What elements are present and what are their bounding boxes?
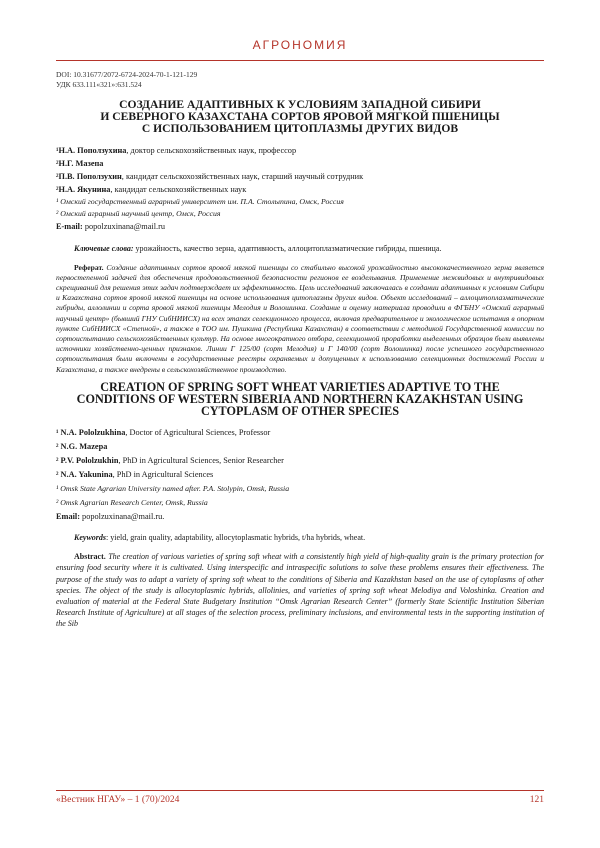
affiliation-en: ² Omsk Agrarian Research Center, Omsk, Russia	[56, 497, 208, 507]
title-en-line: CREATION OF SPRING SOFT WHEAT VARIETIES ADAPTIVE TO THE	[100, 379, 500, 394]
affiliation-ru: ¹ Омский государственный аграрный университет им. П.А. Столыпина, Омск, Россия	[56, 197, 344, 206]
keywords-text: урожайность, качество зерна, адаптивность, аллоцитоплазматические гибриды, пшеница.	[133, 244, 442, 253]
keywords-ru	[56, 244, 544, 255]
title-ru-line: И СЕВЕРНОГО КАЗАХСТАНА СОРТОВ ЯРОВОЙ МЯГКОЙ ПШЕНИЦЫ	[100, 110, 500, 123]
email-link[interactable]: popolzuxinana@mail.ru.	[82, 511, 165, 521]
page-header	[0, 28, 600, 62]
section-label: АГРОНОМИЯ	[252, 38, 348, 52]
author-desc: , PhD in Agricultural Sciences, Senior Researcher	[118, 455, 284, 465]
page-number: 121	[529, 795, 544, 805]
author-desc: , кандидат сельскохозяйственных наук	[110, 185, 247, 194]
abstract-label: Реферат.	[74, 262, 104, 272]
abstract-label: Abstract.	[74, 552, 106, 562]
author-name: ²Н.Г. Мазепа	[56, 159, 104, 168]
affiliation-en: ¹ Omsk State Agrarian University named after. P.A. Stolypin, Omsk, Russia	[56, 483, 290, 493]
title-en-line: CONDITIONS OF WESTERN SIBERIA AND NORTHERN KAZAKHSTAN USING	[76, 392, 524, 407]
article-content	[56, 70, 544, 630]
author-ru	[56, 157, 544, 170]
title-ru	[56, 99, 544, 135]
author-ru	[56, 170, 544, 183]
author-ru	[56, 183, 544, 196]
abstract-text: Создание адаптивных сортов яровой мягкой пшеницы со стабильно высокой урожайностью высококачественного зерна является первостепенной задачей для обеспечения продовольственной безопасности регионов ее возделывания. Применение межвидовых и внутривидовых скрещиваний для решения этих задач подтверждает их эффективность. Цель исследований заключалась в создании адаптивных к условиям Сибири и Казахстана сортов яровой мягкой пшеницы на основе использования цитоплазмы других видов. Объект исследований – аллоцитоплазматические гибриды, аллолинии и сорта яровой мягкой пшеницы Мелодия и Волошинка. Создание и оценку материала проводили в ФГБНУ «Омский аграрный научный центр» (бывший ГНУ СибНИИСХ) на всех этапах селекционного процесса, включая предварительное и экологическое испытания в опорном пункте СибНИИСХ «Степной», а также в ТОО им. Пушкина (Республика Казахстан) в соответствии с методикой Государственной комиссии по сортоиспытанию сельскохозяйственных культур. На основе многократного отбора, селекционной проработки выделенных образцов были выявлены источники хозяйственно-ценных признаков. Линии Г 125/00 (сорт Мелодия) и Г 140/00 (сорт Волошинка) после успешного государственного сортоиспытания были включены в государственные реестры охраняемых и допущенных к использованию селекционных достижений России и Казахстана, а также внедрены в сельскохозяйственное производство.	[56, 262, 544, 374]
article-meta	[56, 70, 544, 90]
email-ru	[56, 220, 544, 233]
author-desc: , кандидат сельскохозяйственных наук, старший научный сотрудник	[121, 172, 364, 181]
email-link[interactable]: popolzuxinana@mail.ru	[84, 222, 166, 231]
author-en	[56, 454, 544, 468]
page-footer	[56, 790, 544, 806]
author-name: ² N.A. Yakunina	[56, 469, 113, 479]
abstract-en	[56, 551, 544, 629]
footer-rule	[56, 790, 544, 791]
affiliation-ru: ² Омский аграрный научный центр, Омск, Россия	[56, 209, 221, 218]
title-en-line: CYTOPLASM OF OTHER SPECIES	[200, 404, 400, 419]
author-name: ² P.V. Pololzukhin	[56, 455, 119, 465]
author-name: ²Н.А. Якунина	[56, 185, 111, 194]
keywords-label: Keywords	[74, 532, 106, 542]
title-ru-line: С ИСПОЛЬЗОВАНИЕМ ЦИТОПЛАЗМЫ ДРУГИХ ВИДОВ	[141, 122, 459, 135]
author-en	[56, 440, 544, 454]
author-desc: , доктор сельскохозяйственных наук, профессор	[126, 146, 297, 155]
header-rule	[56, 60, 544, 61]
author-desc: , PhD in Agricultural Sciences	[112, 469, 214, 479]
journal-issue: «Вестник НГАУ» – 1 (70)/2024	[56, 795, 180, 805]
keywords-label: Ключевые слова:	[74, 244, 134, 253]
title-en	[56, 381, 544, 418]
udk: УДК 633.111«321»:631.524	[56, 80, 142, 89]
author-ru	[56, 144, 544, 157]
author-desc: , Doctor of Agricultural Sciences, Professor	[125, 427, 271, 437]
author-name: ¹ N.A. Pololzukhina	[56, 427, 126, 437]
authors-en	[56, 426, 544, 524]
abstract-text: The creation of various varieties of spring soft wheat with a consistently high yield of high-quality grain is the primary protection for ensuring food security where it is cultivated. Using interspecific and intraspecific solutions to solve these problems ensures their effectiveness. The purpose of the study was to adapt a variety of spring soft wheat to the conditions of Siberia and Kazakhstan based on the use of cytoplasms of other species. The object of the study is allocytoplasmic hybrids, allolinies, and varieties of spring soft wheat Melodiya and Voloshinka. Creation and evaluation of material at the Federal State Budgetary Institution “Omsk Agrarian Research Center” (formerly State Scientific Institution Siberian Research Institute of Agriculture) at all stages of the selection process, preliminary inclusions, and environmental tests in the supporting institution of the Sib	[56, 552, 544, 629]
doi[interactable]: DOI: 10.31677/2072-6724-2024-70-1-121-129	[56, 70, 198, 79]
email-en	[56, 510, 544, 524]
author-name: ¹Н.А. Поползухина	[56, 146, 127, 155]
authors-ru	[56, 144, 544, 233]
author-name: ² N.G. Mazepa	[56, 441, 108, 451]
author-name: ²П.В. Поползухин	[56, 172, 122, 181]
keywords-en	[56, 533, 544, 544]
email-label: Email:	[56, 511, 83, 521]
author-en	[56, 468, 544, 482]
author-en	[56, 426, 544, 440]
keywords-text: : yield, grain quality, adaptability, allocytoplasmatic hybrids, t/ha hybrids, wheat.	[106, 532, 366, 542]
abstract-ru	[56, 263, 544, 375]
title-ru-line: СОЗДАНИЕ АДАПТИВНЫХ К УСЛОВИЯМ ЗАПАДНОЙ СИБИРИ	[119, 98, 481, 111]
email-label: E-mail:	[56, 222, 85, 231]
